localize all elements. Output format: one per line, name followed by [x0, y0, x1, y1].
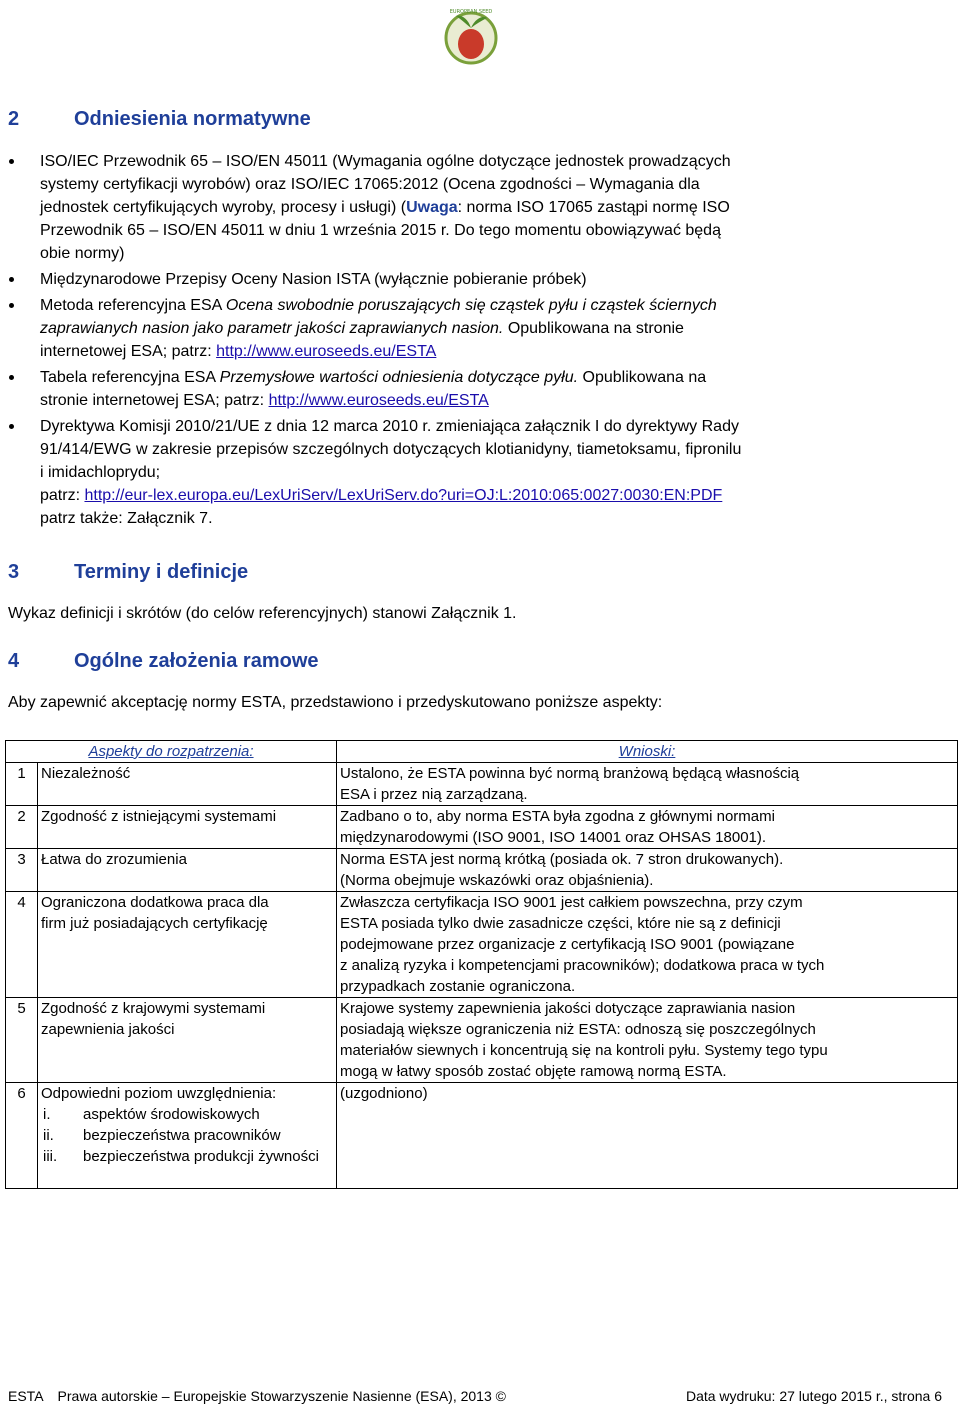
table-row: 3 Łatwa do zrozumienia Norma ESTA jest normą krótką (posiada ok. 7 stron drukowanych). (Norma obejmuje wskazówki oraz objaśnienia). — [6, 849, 958, 892]
section-heading-4: 4 Ogólne założenia ramowe — [8, 650, 319, 672]
section-heading-3: 3 Terminy i definicje — [8, 561, 249, 583]
table-row: 4 Ograniczona dodatkowa praca dla firm już posiadających certyfikację Zwłaszcza certyfikacja ISO 9001 jest całkiem powszechna, przy czym ESTA posiada tylko dwie zasadnicze części, które nie są z definicji podejmowane przez organizacje z certyfikacją ISO 9001 (powiązane z analizą ryzyka i kompetencjami pracowników); dodatkowa praca w tych przypadkach zostanie ograniczona. — [6, 892, 958, 998]
page-footer: ESTA Prawa autorskie – Europejskie Stowarzyszenie Nasienne (ESA), 2013 © Data wydruku: 27 lutego 2015 r., strona 6 — [8, 1388, 942, 1404]
esa-link[interactable]: http://www.euroseeds.eu/ESTA — [216, 343, 437, 360]
table-row: 1 Niezależność Ustalono, że ESTA powinna być normą branżową będącą własnością ESA i przez nią zarządzaną. — [6, 763, 958, 806]
aspects-table — [5, 740, 958, 1189]
list-item: Metoda referencyjna ESA Ocena swobodnie poruszających się cząstek pyłu i cząstek ściernych zaprawianych nasion jako parametr jakości zaprawianych nasion. Opublikowana na stronie internetowej ESA; patrz: http://www.euroseeds.eu/ESTA — [0, 294, 960, 363]
list-item: Międzynarodowe Przepisy Oceny Nasion ISTA (wyłącznie pobieranie próbek) — [0, 268, 960, 291]
table-row: 5 Zgodność z krajowymi systemami zapewnienia jakości Krajowe systemy zapewnienia jakości dotyczące zaprawiania nasion posiadają większe ograniczenia niż ESTA: odnoszą się poszczególnych materiałów siewnych i koncentrują się na kontroli pyłu. Systemy tego typu mogą w łatwy sposób zostać objęte ramową normą ESTA. — [6, 998, 958, 1083]
conclusion-column-header: Wnioski: — [337, 741, 958, 763]
aspect-column-header: Aspekty do rozpatrzenia: — [6, 741, 337, 763]
list-item: Tabela referencyjna ESA Przemysłowe wartości odniesienia dotyczące pyłu. Opublikowana na stronie internetowej ESA; patrz: http://www.euroseeds.eu/ESTA — [0, 366, 960, 412]
esa-link[interactable]: http://www.euroseeds.eu/ESTA — [268, 392, 489, 409]
svg-text:EUROPEAN SEED: EUROPEAN SEED — [449, 9, 493, 15]
references-list — [0, 150, 960, 532]
esa-logo — [440, 4, 502, 66]
table-row: 2 Zgodność z istniejącymi systemami Zadbano o to, aby norma ESTA była zgodna z głównymi normami międzynarodowymi (ISO 9001, ISO 14001 oraz OHSAS 18001). — [6, 806, 958, 849]
eurlex-link[interactable]: http://eur-lex.europa.eu/LexUriServ/LexUriServ.do?uri=OJ:L:2010:065:0027:0030:EN:PDF — [84, 487, 723, 504]
section-4-text: Aby zapewnić akceptację normy ESTA, przedstawiono i przedyskutowano poniższe aspekty: — [8, 694, 663, 711]
list-item: Dyrektywa Komisji 2010/21/UE z dnia 12 marca 2010 r. zmieniająca załącznik I do dyrektywy Rady 91/414/EWG w zakresie przepisów szczególnych dotyczących klotianidyny, tiametoksamu, fipronilu i imidachloprydu; patrz: http://eur-lex.europa.eu/LexUriServ/LexUriServ.do?uri=OJ:L:2010:065:0027:0030:EN:PDF patrz także: Załącznik 7. — [0, 415, 960, 530]
section-3-text: Wykaz definicji i skrótów (do celów referencyjnych) stanowi Załącznik 1. — [8, 605, 517, 622]
list-item: ISO/IEC Przewodnik 65 – ISO/EN 45011 (Wymagania ogólne dotyczące jednostek prowadzących systemy certyfikacji wyrobów) oraz ISO/IEC 17065:2012 (Ocena zgodności – Wymagania dla jednostek certyfikujących wyroby, procesy i usługi) (Uwaga: norma ISO 17065 zastąpi normę ISO Przewodnik 65 – ISO/EN 45011 w dniu 1 września 2015 r. Do tego momentu obowiązywać będą obie normy) — [0, 150, 960, 265]
section-heading-2: 2 Odniesienia normatywne — [8, 108, 311, 130]
table-row: 6 Odpowiedni poziom uwzględnienia: i. aspektów środowiskowych ii. bezpieczeństwa pracowników iii. bezpieczeństwa produkcji żywności (uzgodniono) — [6, 1083, 958, 1189]
